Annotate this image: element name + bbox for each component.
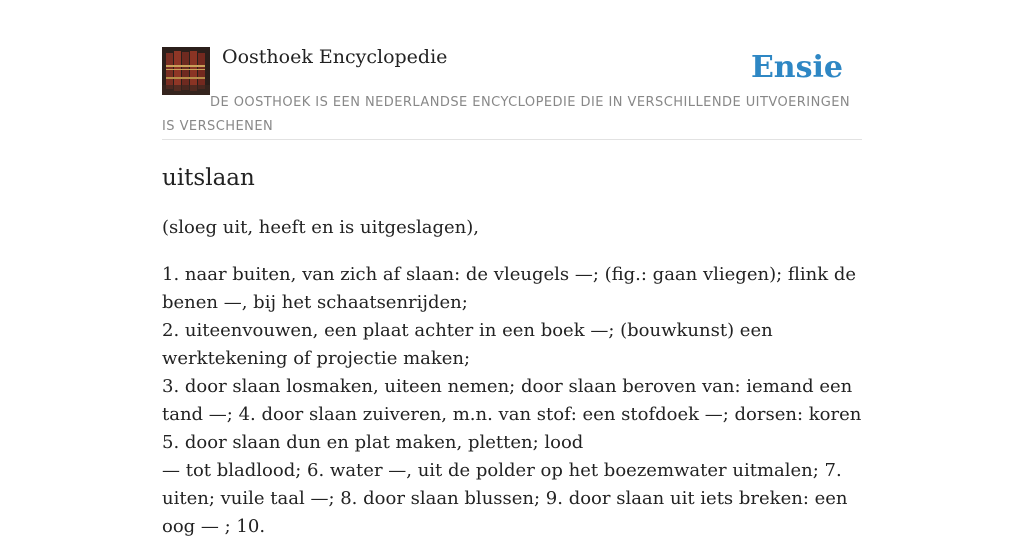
- entry-grammar: (sloeg uit, heeft en is uitgeslagen),: [162, 217, 479, 238]
- definition-line: 5. door slaan dun en plat maken, pletten; lood: [162, 432, 584, 453]
- definition-line: 1. naar buiten, van zich af slaan: de vleugels —; (fig.: gaan vliegen); flink de benen —, bij het schaatsenrijden;: [162, 264, 857, 313]
- site-name[interactable]: Oosthoek Encyclopedie: [222, 46, 448, 68]
- avatar[interactable]: [162, 47, 210, 95]
- definition-line: — tot bladlood; 6. water —, uit de polder op het boezemwater uitmalen; 7. uiten; vuile taal —; 8. door slaan blussen; 9. door slaan uit iets breken: een oog — ; 10.: [162, 460, 848, 537]
- site-header: [162, 40, 862, 140]
- entry-content: [162, 160, 862, 541]
- entry-definition: [162, 261, 862, 541]
- brand-logo[interactable]: Ensie: [750, 50, 843, 85]
- encyclopedia-books-icon: [162, 47, 210, 95]
- definition-line: 3. door slaan losmaken, uiteen nemen; door slaan beroven van: iemand een tand —; 4. door slaan zuiveren, m.n. van stof: een stofdoek —; dorsen: koren: [162, 376, 862, 425]
- definition-line: 2. uiteenvouwen, een plaat achter in een boek —; (bouwkunst) een werktekening of projectie maken;: [162, 320, 773, 369]
- entry-title: uitslaan: [162, 165, 255, 191]
- site-tagline: DE OOSTHOEK IS EEN NEDERLANDSE ENCYCLOPEDIE DIE IN VERSCHILLENDE UITVOERINGEN IS VERSCHENEN: [162, 95, 851, 134]
